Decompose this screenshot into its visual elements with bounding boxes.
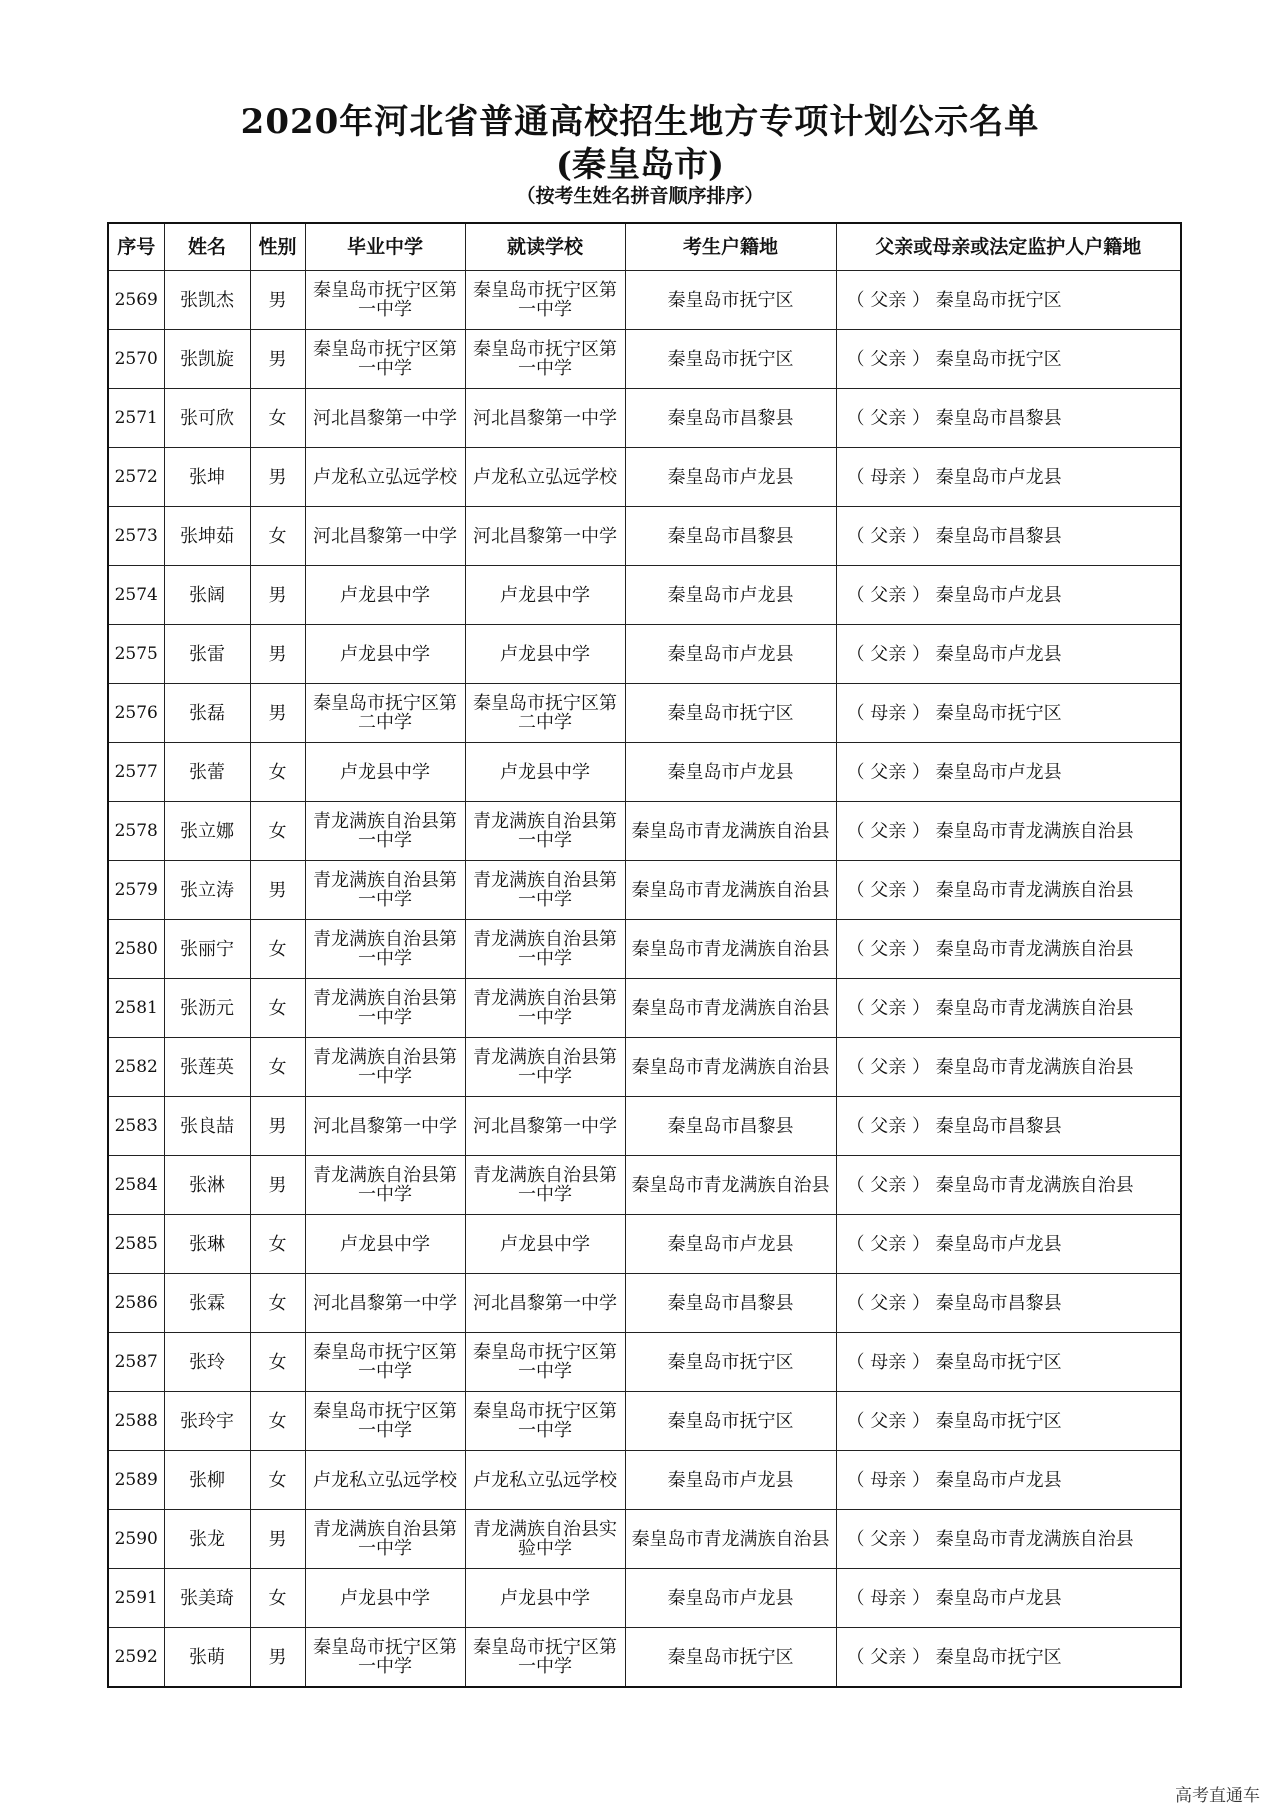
cell-grad-school: 河北昌黎第一中学 (305, 507, 465, 566)
cell-hukou: 秦皇岛市卢龙县 (625, 1215, 836, 1274)
cell-gender: 女 (250, 1569, 305, 1628)
table-row (108, 743, 1181, 802)
cell-seq: 2573 (108, 507, 164, 566)
cell-hukou: 秦皇岛市青龙满族自治县 (625, 861, 836, 920)
cell-name: 张丽宁 (164, 920, 250, 979)
cell-name: 张柳 (164, 1451, 250, 1510)
cell-grad-school: 秦皇岛市抚宁区第一中学 (305, 271, 465, 330)
table-row (108, 861, 1181, 920)
table-row (108, 1628, 1181, 1688)
cell-name: 张坤茹 (164, 507, 250, 566)
cell-parent-hukou: （ 父亲 ） 秦皇岛市青龙满族自治县 (836, 979, 1181, 1038)
table-row (108, 1097, 1181, 1156)
table-row (108, 1510, 1181, 1569)
cell-grad-school: 卢龙私立弘远学校 (305, 448, 465, 507)
cell-seq: 2592 (108, 1628, 164, 1688)
cell-seq: 2569 (108, 271, 164, 330)
cell-gender: 女 (250, 507, 305, 566)
cell-seq: 2583 (108, 1097, 164, 1156)
header-gender: 性别 (250, 223, 305, 271)
cell-grad-school: 青龙满族自治县第一中学 (305, 1156, 465, 1215)
cell-gender: 女 (250, 979, 305, 1038)
table-row (108, 625, 1181, 684)
cell-parent-hukou: （ 父亲 ） 秦皇岛市青龙满族自治县 (836, 861, 1181, 920)
cell-gender: 男 (250, 448, 305, 507)
sort-note: （按考生姓名拼音顺序排序） (516, 185, 764, 207)
cell-name: 张阔 (164, 566, 250, 625)
cell-parent-hukou: （ 父亲 ） 秦皇岛市卢龙县 (836, 625, 1181, 684)
cell-parent-hukou: （ 母亲 ） 秦皇岛市抚宁区 (836, 684, 1181, 743)
cell-gender: 女 (250, 743, 305, 802)
cell-grad-school: 秦皇岛市抚宁区第一中学 (305, 1392, 465, 1451)
table-row (108, 1215, 1181, 1274)
cell-gender: 女 (250, 920, 305, 979)
cell-parent-hukou: （ 父亲 ） 秦皇岛市青龙满族自治县 (836, 920, 1181, 979)
cell-hukou: 秦皇岛市昌黎县 (625, 389, 836, 448)
cell-parent-hukou: （ 父亲 ） 秦皇岛市卢龙县 (836, 566, 1181, 625)
cell-seq: 2582 (108, 1038, 164, 1097)
table-row (108, 1333, 1181, 1392)
cell-name: 张坤 (164, 448, 250, 507)
cell-seq: 2571 (108, 389, 164, 448)
cell-parent-hukou: （ 父亲 ） 秦皇岛市昌黎县 (836, 507, 1181, 566)
cell-hukou: 秦皇岛市青龙满族自治县 (625, 802, 836, 861)
cell-gender: 男 (250, 625, 305, 684)
cell-name: 张立娜 (164, 802, 250, 861)
cell-hukou: 秦皇岛市昌黎县 (625, 507, 836, 566)
cell-study-school: 青龙满族自治县第一中学 (465, 979, 625, 1038)
cell-grad-school: 卢龙县中学 (305, 743, 465, 802)
cell-grad-school: 河北昌黎第一中学 (305, 1274, 465, 1333)
cell-name: 张雷 (164, 625, 250, 684)
cell-hukou: 秦皇岛市抚宁区 (625, 271, 836, 330)
header-hukou: 考生户籍地 (625, 223, 836, 271)
cell-name: 张莲英 (164, 1038, 250, 1097)
cell-seq: 2581 (108, 979, 164, 1038)
cell-seq: 2580 (108, 920, 164, 979)
cell-name: 张凯杰 (164, 271, 250, 330)
cell-name: 张可欣 (164, 389, 250, 448)
table-row (108, 802, 1181, 861)
cell-grad-school: 青龙满族自治县第一中学 (305, 979, 465, 1038)
cell-parent-hukou: （ 父亲 ） 秦皇岛市抚宁区 (836, 271, 1181, 330)
cell-seq: 2570 (108, 330, 164, 389)
table-row (108, 920, 1181, 979)
cell-grad-school: 秦皇岛市抚宁区第一中学 (305, 1628, 465, 1688)
cell-hukou: 秦皇岛市抚宁区 (625, 1392, 836, 1451)
cell-study-school: 卢龙私立弘远学校 (465, 1451, 625, 1510)
cell-parent-hukou: （ 母亲 ） 秦皇岛市卢龙县 (836, 1569, 1181, 1628)
header-seq: 序号 (108, 223, 164, 271)
cell-grad-school: 秦皇岛市抚宁区第二中学 (305, 684, 465, 743)
cell-gender: 女 (250, 1215, 305, 1274)
cell-name: 张玲 (164, 1333, 250, 1392)
cell-parent-hukou: （ 父亲 ） 秦皇岛市青龙满族自治县 (836, 802, 1181, 861)
cell-seq: 2579 (108, 861, 164, 920)
cell-seq: 2584 (108, 1156, 164, 1215)
cell-name: 张美琦 (164, 1569, 250, 1628)
table-row (108, 684, 1181, 743)
cell-seq: 2576 (108, 684, 164, 743)
cell-seq: 2591 (108, 1569, 164, 1628)
cell-name: 张凯旋 (164, 330, 250, 389)
cell-study-school: 河北昌黎第一中学 (465, 507, 625, 566)
cell-parent-hukou: （ 父亲 ） 秦皇岛市昌黎县 (836, 1274, 1181, 1333)
cell-study-school: 卢龙县中学 (465, 1569, 625, 1628)
cell-grad-school: 青龙满族自治县第一中学 (305, 802, 465, 861)
cell-grad-school: 青龙满族自治县第一中学 (305, 1038, 465, 1097)
table-row (108, 448, 1181, 507)
cell-gender: 女 (250, 1038, 305, 1097)
table-row (108, 330, 1181, 389)
cell-name: 张立涛 (164, 861, 250, 920)
cell-hukou: 秦皇岛市昌黎县 (625, 1097, 836, 1156)
table-row (108, 1569, 1181, 1628)
table-row (108, 389, 1181, 448)
cell-name: 张龙 (164, 1510, 250, 1569)
cell-gender: 男 (250, 271, 305, 330)
table-row (108, 979, 1181, 1038)
table-row (108, 1451, 1181, 1510)
cell-hukou: 秦皇岛市青龙满族自治县 (625, 1156, 836, 1215)
cell-parent-hukou: （ 父亲 ） 秦皇岛市抚宁区 (836, 1628, 1181, 1688)
cell-study-school: 秦皇岛市抚宁区第一中学 (465, 1333, 625, 1392)
cell-study-school: 青龙满族自治县实验中学 (465, 1510, 625, 1569)
cell-study-school: 卢龙县中学 (465, 625, 625, 684)
cell-seq: 2574 (108, 566, 164, 625)
cell-gender: 男 (250, 1097, 305, 1156)
cell-study-school: 卢龙私立弘远学校 (465, 448, 625, 507)
header-name: 姓名 (164, 223, 250, 271)
table-header-row (108, 223, 1181, 271)
cell-seq: 2589 (108, 1451, 164, 1510)
cell-hukou: 秦皇岛市抚宁区 (625, 1333, 836, 1392)
cell-gender: 女 (250, 1333, 305, 1392)
cell-name: 张淋 (164, 1156, 250, 1215)
cell-study-school: 青龙满族自治县第一中学 (465, 920, 625, 979)
cell-grad-school: 卢龙县中学 (305, 566, 465, 625)
cell-study-school: 卢龙县中学 (465, 743, 625, 802)
cell-grad-school: 卢龙县中学 (305, 1215, 465, 1274)
cell-parent-hukou: （ 母亲 ） 秦皇岛市卢龙县 (836, 448, 1181, 507)
cell-parent-hukou: （ 父亲 ） 秦皇岛市卢龙县 (836, 743, 1181, 802)
cell-grad-school: 卢龙县中学 (305, 625, 465, 684)
cell-parent-hukou: （ 母亲 ） 秦皇岛市抚宁区 (836, 1333, 1181, 1392)
cell-grad-school: 秦皇岛市抚宁区第一中学 (305, 1333, 465, 1392)
cell-hukou: 秦皇岛市卢龙县 (625, 625, 836, 684)
cell-hukou: 秦皇岛市卢龙县 (625, 1569, 836, 1628)
cell-name: 张磊 (164, 684, 250, 743)
cell-gender: 男 (250, 1628, 305, 1688)
header-grad-school: 毕业中学 (305, 223, 465, 271)
table-row (108, 566, 1181, 625)
cell-study-school: 秦皇岛市抚宁区第一中学 (465, 1628, 625, 1688)
cell-parent-hukou: （ 父亲 ） 秦皇岛市卢龙县 (836, 1215, 1181, 1274)
table-row (108, 1274, 1181, 1333)
table-row (108, 271, 1181, 330)
cell-seq: 2575 (108, 625, 164, 684)
cell-parent-hukou: （ 父亲 ） 秦皇岛市青龙满族自治县 (836, 1156, 1181, 1215)
cell-parent-hukou: （ 父亲 ） 秦皇岛市昌黎县 (836, 389, 1181, 448)
cell-seq: 2577 (108, 743, 164, 802)
cell-hukou: 秦皇岛市卢龙县 (625, 743, 836, 802)
cell-hukou: 秦皇岛市抚宁区 (625, 684, 836, 743)
cell-gender: 女 (250, 802, 305, 861)
cell-gender: 男 (250, 684, 305, 743)
cell-seq: 2578 (108, 802, 164, 861)
cell-gender: 男 (250, 1156, 305, 1215)
cell-name: 张良喆 (164, 1097, 250, 1156)
cell-name: 张萌 (164, 1628, 250, 1688)
cell-seq: 2585 (108, 1215, 164, 1274)
table-row (108, 1156, 1181, 1215)
cell-grad-school: 卢龙私立弘远学校 (305, 1451, 465, 1510)
cell-parent-hukou: （ 父亲 ） 秦皇岛市抚宁区 (836, 1392, 1181, 1451)
cell-study-school: 青龙满族自治县第一中学 (465, 802, 625, 861)
cell-study-school: 秦皇岛市抚宁区第一中学 (465, 330, 625, 389)
cell-study-school: 秦皇岛市抚宁区第一中学 (465, 271, 625, 330)
header-study-school: 就读学校 (465, 223, 625, 271)
cell-parent-hukou: （ 父亲 ） 秦皇岛市青龙满族自治县 (836, 1038, 1181, 1097)
cell-hukou: 秦皇岛市青龙满族自治县 (625, 1038, 836, 1097)
cell-grad-school: 青龙满族自治县第一中学 (305, 920, 465, 979)
cell-hukou: 秦皇岛市抚宁区 (625, 330, 836, 389)
cell-name: 张琳 (164, 1215, 250, 1274)
table-row (108, 1392, 1181, 1451)
cell-seq: 2572 (108, 448, 164, 507)
cell-name: 张玲宇 (164, 1392, 250, 1451)
cell-hukou: 秦皇岛市卢龙县 (625, 448, 836, 507)
cell-grad-school: 卢龙县中学 (305, 1569, 465, 1628)
footer-watermark: 高考直通车 (1175, 1786, 1260, 1806)
cell-study-school: 河北昌黎第一中学 (465, 389, 625, 448)
cell-gender: 女 (250, 389, 305, 448)
cell-seq: 2588 (108, 1392, 164, 1451)
cell-grad-school: 青龙满族自治县第一中学 (305, 1510, 465, 1569)
table-body (108, 271, 1181, 1688)
cell-grad-school: 河北昌黎第一中学 (305, 389, 465, 448)
cell-name: 张蕾 (164, 743, 250, 802)
cell-study-school: 青龙满族自治县第一中学 (465, 1038, 625, 1097)
cell-study-school: 青龙满族自治县第一中学 (465, 861, 625, 920)
cell-study-school: 卢龙县中学 (465, 566, 625, 625)
cell-seq: 2586 (108, 1274, 164, 1333)
cell-hukou: 秦皇岛市青龙满族自治县 (625, 1510, 836, 1569)
cell-grad-school: 青龙满族自治县第一中学 (305, 861, 465, 920)
cell-parent-hukou: （ 父亲 ） 秦皇岛市昌黎县 (836, 1097, 1181, 1156)
cell-gender: 男 (250, 566, 305, 625)
cell-hukou: 秦皇岛市青龙满族自治县 (625, 979, 836, 1038)
cell-gender: 女 (250, 1274, 305, 1333)
cell-name: 张沥元 (164, 979, 250, 1038)
table-row (108, 507, 1181, 566)
cell-hukou: 秦皇岛市卢龙县 (625, 1451, 836, 1510)
cell-parent-hukou: （ 母亲 ） 秦皇岛市卢龙县 (836, 1451, 1181, 1510)
cell-gender: 男 (250, 330, 305, 389)
cell-hukou: 秦皇岛市抚宁区 (625, 1628, 836, 1688)
header-parent-hukou: 父亲或母亲或法定监护人户籍地 (836, 223, 1181, 271)
cell-parent-hukou: （ 父亲 ） 秦皇岛市抚宁区 (836, 330, 1181, 389)
cell-gender: 女 (250, 1392, 305, 1451)
cell-study-school: 河北昌黎第一中学 (465, 1097, 625, 1156)
cell-study-school: 秦皇岛市抚宁区第一中学 (465, 1392, 625, 1451)
cell-study-school: 秦皇岛市抚宁区第二中学 (465, 684, 625, 743)
cell-parent-hukou: （ 父亲 ） 秦皇岛市青龙满族自治县 (836, 1510, 1181, 1569)
cell-grad-school: 河北昌黎第一中学 (305, 1097, 465, 1156)
cell-gender: 男 (250, 861, 305, 920)
page-subtitle: (秦皇岛市) (555, 145, 725, 185)
cell-hukou: 秦皇岛市昌黎县 (625, 1274, 836, 1333)
page-title: 2020年河北省普通高校招生地方专项计划公示名单 (240, 102, 1040, 142)
cell-study-school: 卢龙县中学 (465, 1215, 625, 1274)
cell-gender: 女 (250, 1451, 305, 1510)
table-row (108, 1038, 1181, 1097)
admission-list-table (107, 222, 1182, 1688)
cell-study-school: 河北昌黎第一中学 (465, 1274, 625, 1333)
cell-hukou: 秦皇岛市青龙满族自治县 (625, 920, 836, 979)
cell-name: 张霖 (164, 1274, 250, 1333)
cell-seq: 2590 (108, 1510, 164, 1569)
cell-gender: 男 (250, 1510, 305, 1569)
cell-hukou: 秦皇岛市卢龙县 (625, 566, 836, 625)
cell-study-school: 青龙满族自治县第一中学 (465, 1156, 625, 1215)
cell-grad-school: 秦皇岛市抚宁区第一中学 (305, 330, 465, 389)
cell-seq: 2587 (108, 1333, 164, 1392)
